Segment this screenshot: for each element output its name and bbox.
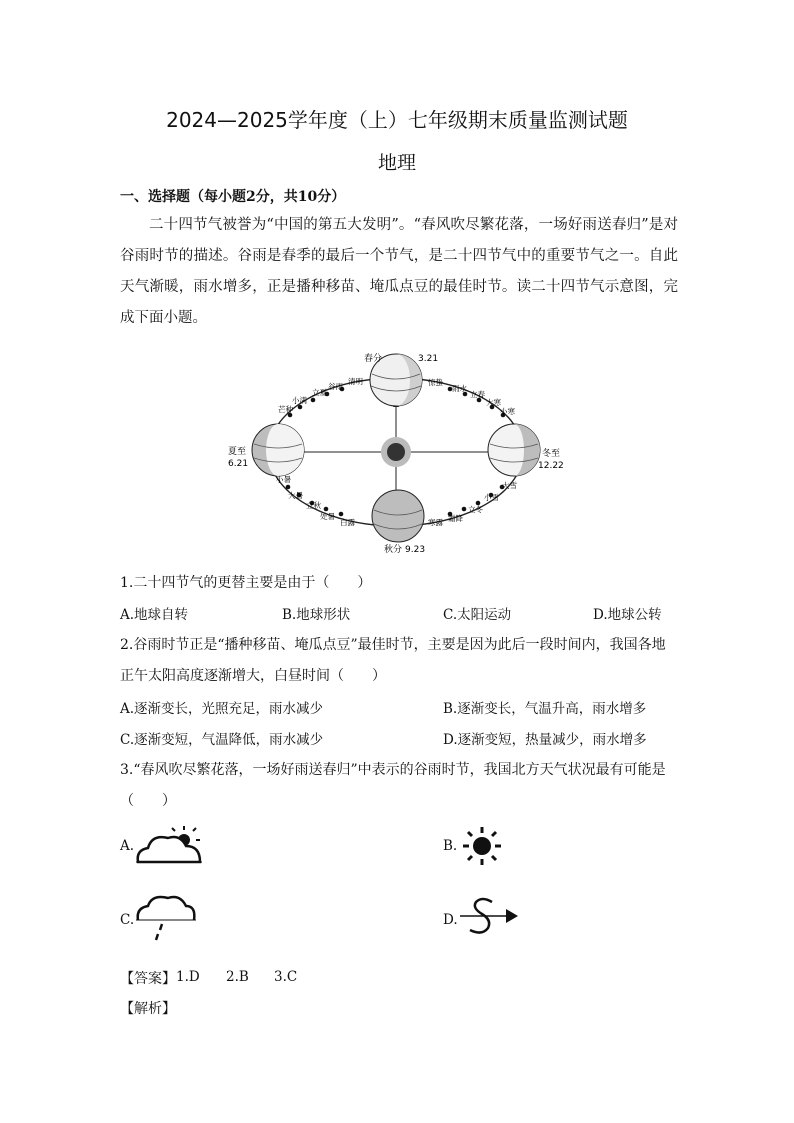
term-label: 大寒 <box>486 398 501 407</box>
label-autumn-equinox: 秋分 <box>384 545 403 555</box>
cloudy-rain-icon <box>134 894 198 942</box>
answer-label: 【答案】 <box>120 971 176 987</box>
earth-summer-solstice <box>252 424 304 476</box>
sun-icon <box>381 437 411 467</box>
q1-option-d[interactable]: D.地球公转 <box>593 607 662 623</box>
question-1-stem: 1.二十四节气的更替主要是由于（ ） <box>120 575 372 591</box>
date-summer-solstice: 6.21 <box>228 459 249 469</box>
term-label: 小满 <box>292 396 307 405</box>
sunny-icon <box>459 825 505 867</box>
term-label: 清明 <box>348 377 363 386</box>
term-label: 白露 <box>340 518 355 527</box>
reading-passage: 二十四节气被誉为“中国的第五大发明”。“春风吹尽繁花落，一场好雨送春归”是对谷雨时节的描述。谷雨是春季的最后一个节气，是二十四节气中的重要节气之一。自此天气渐暖，雨水增多，正是播种移苗、埯瓜点豆的最佳时节。读二十四节气示意图，完成下面小题。 <box>120 217 678 326</box>
term-label: 处暑 <box>320 512 335 521</box>
term-label: 惊蛰 <box>428 378 443 387</box>
term-label: 大暑 <box>288 491 303 500</box>
question-2-stem-line2: 正午太阳高度逐渐增大，白昼时间（ ） <box>120 668 386 684</box>
page-title: 2024—2025学年度（上）七年级期末质量监测试题 <box>166 108 628 132</box>
solar-terms-diagram <box>224 344 574 556</box>
answer-2: 2.B <box>226 969 249 985</box>
term-label: 立秋 <box>306 501 321 510</box>
term-label: 立春 <box>470 390 485 399</box>
date-autumn-equinox: 9.23 <box>405 545 426 555</box>
partly-cloudy-icon <box>134 824 204 866</box>
sandstorm-icon <box>458 896 520 938</box>
question-3-stem-line2: （ ） <box>120 793 176 809</box>
term-label: 小寒 <box>500 407 515 416</box>
term-label: 寒露 <box>428 518 443 527</box>
date-spring-equinox: 3.21 <box>418 354 439 364</box>
question-2-stem-line1: 2.谷雨时节正是“播种移苗、埯瓜点豆”最佳时节，主要是因为此后一段时间内，我国各地 <box>120 637 666 653</box>
term-label: 立夏 <box>312 388 327 397</box>
analysis-label: 【解析】 <box>120 1001 176 1017</box>
answer-1: 1.D <box>176 969 200 985</box>
term-label: 芒种 <box>278 405 293 414</box>
q3-option-b[interactable]: B. <box>443 838 458 854</box>
q2-option-b[interactable]: B.逐渐变长，气温升高，雨水增多 <box>443 701 647 717</box>
q2-option-a[interactable]: A.逐渐变长，光照充足，雨水减少 <box>120 701 324 717</box>
term-label: 雨水 <box>452 384 467 393</box>
q3-option-a[interactable]: A. <box>120 838 135 854</box>
term-label: 小雪 <box>484 493 499 502</box>
subject-title: 地理 <box>377 152 416 174</box>
answer-3: 3.C <box>274 969 298 985</box>
earth-autumn-equinox <box>372 490 424 542</box>
term-label: 霜降 <box>448 514 463 523</box>
date-winter-solstice: 12.22 <box>538 461 564 471</box>
term-label: 立冬 <box>468 505 483 514</box>
q1-option-c[interactable]: C.太阳运动 <box>443 607 512 623</box>
q2-option-d[interactable]: D.逐渐变短，热量减少，雨水增多 <box>443 732 647 748</box>
earth-winter-solstice <box>488 424 540 476</box>
term-label: 大雪 <box>502 481 517 490</box>
label-winter-solstice: 冬至 <box>542 449 561 459</box>
term-label: 谷雨 <box>328 382 343 391</box>
q1-option-a[interactable]: A.地球自转 <box>120 607 189 623</box>
q2-option-c[interactable]: C.逐渐变短，气温降低，雨水减少 <box>120 732 324 748</box>
section-heading: 一、选择题（每小题2分，共10分） <box>120 189 346 205</box>
label-summer-solstice: 夏至 <box>228 447 247 457</box>
label-spring-equinox: 春分 <box>363 354 382 364</box>
term-label: 小暑 <box>276 475 291 484</box>
q1-option-b[interactable]: B.地球形状 <box>282 607 351 623</box>
q3-option-c[interactable]: C. <box>120 912 135 928</box>
question-3-stem-line1: 3.“春风吹尽繁花落，一场好雨送春归”中表示的谷雨时节，我国北方天气状况最有可能是 <box>120 762 666 778</box>
q3-option-d[interactable]: D. <box>443 912 458 928</box>
